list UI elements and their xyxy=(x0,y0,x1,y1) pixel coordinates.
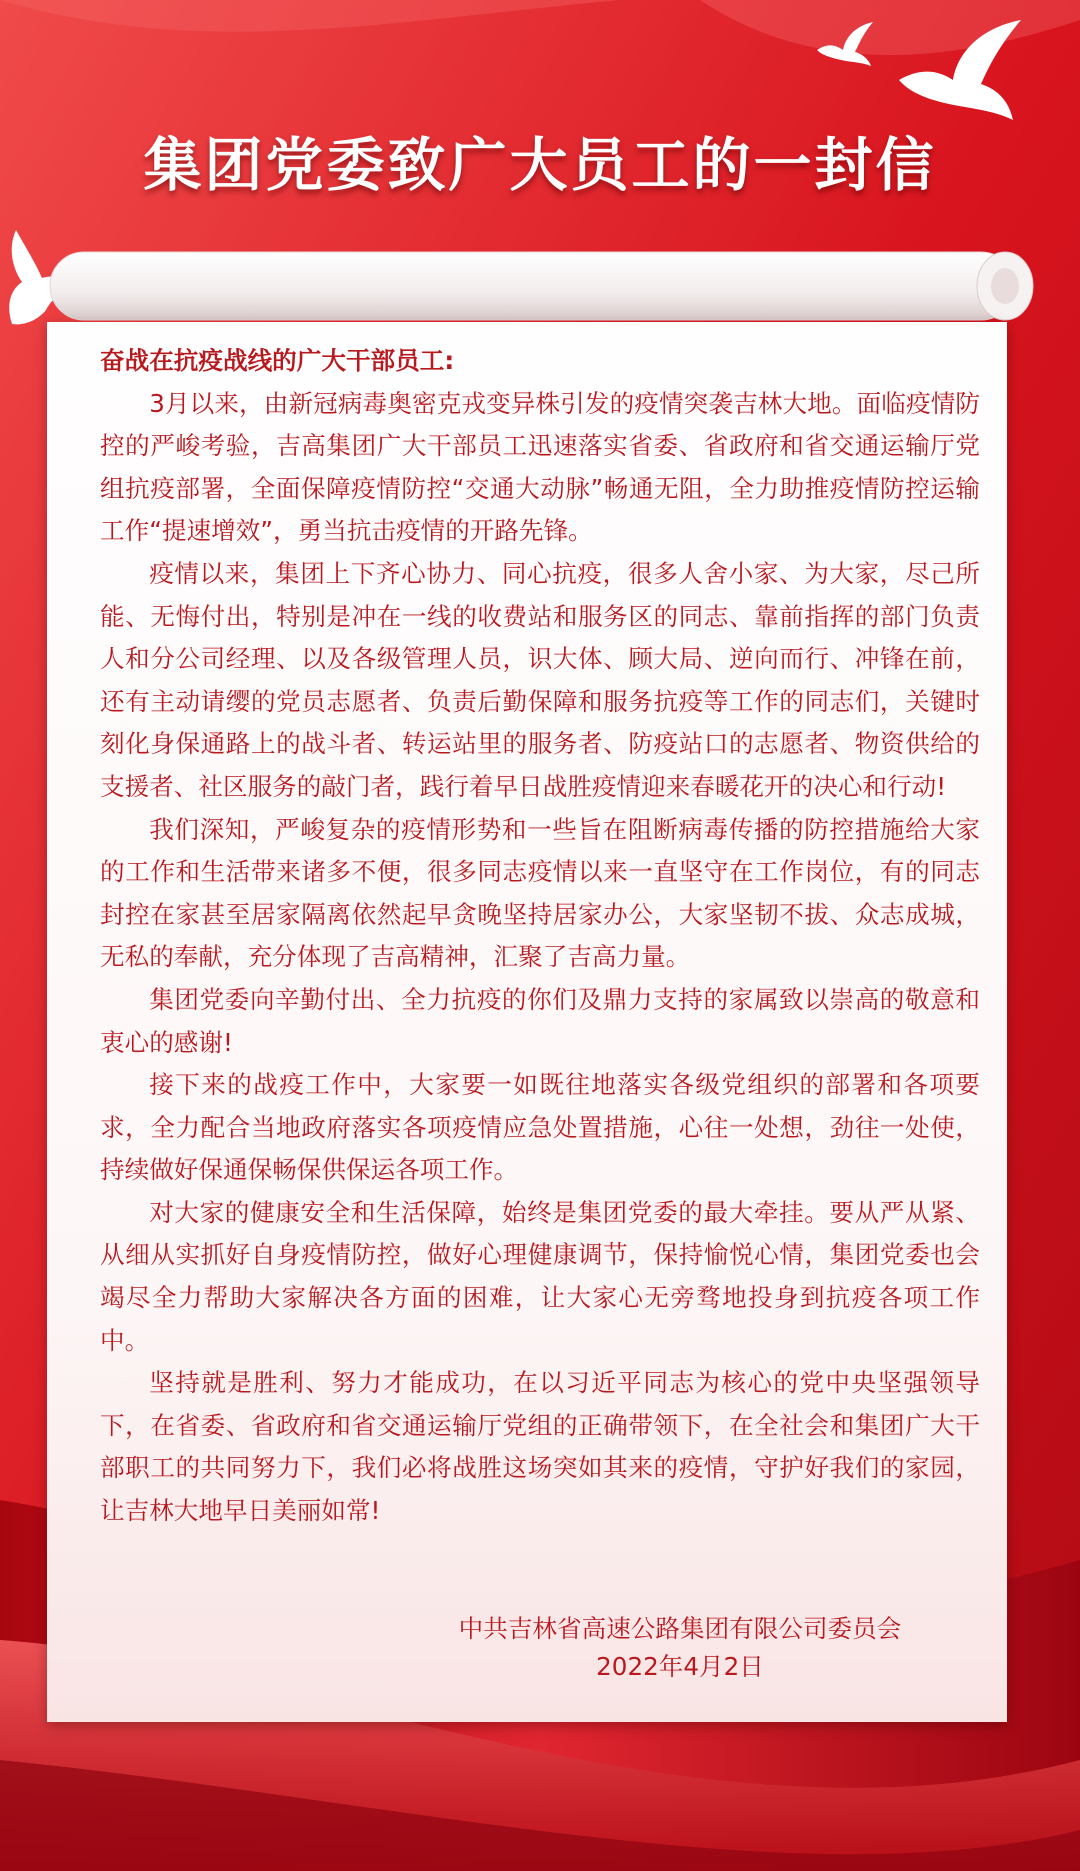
signature-date: 2022年4月2日 xyxy=(596,1652,764,1681)
letter-paragraph: 接下来的战疫工作中，大家要一如既往地落实各级党组织的部署和各项要求，全力配合当地政府落实各项疫情应急处置措施，心往一处想，劲往一处使，持续做好保通保畅保供保运各项工作。 xyxy=(100,1070,980,1185)
scroll-roll xyxy=(30,250,1035,328)
dove-icon xyxy=(815,20,877,70)
page-title: 集团党委致广大员工的一封信 xyxy=(143,131,937,199)
letter-paragraph: 集团党委向辛勤付出、全力抗疫的你们及鼎力支持的家属致以崇高的敬意和衷心的感谢! xyxy=(100,984,980,1057)
signature-organization: 中共吉林省高速公路集团有限公司委员会 xyxy=(458,1614,902,1643)
letter-paragraph: 坚持就是胜利、努力才能成功，在以习近平同志为核心的党中央坚强领导下，在省委、省政府和省交通运输厅党组的正确带领下，在全社会和集团广大干部职工的共同努力下，我们必将战胜这场突如其来的疫情，守护好我们的家园，让吉林大地早日美丽如常! xyxy=(100,1368,980,1526)
letter-paragraph: 疫情以来，集团上下齐心协力、同心抗疫，很多人舍小家、为大家，尽己所能、无悔付出，特别是冲在一线的收费站和服务区的同志、靠前指挥的部门负责人和分公司经理、以及各级管理人员，识大体、顾大局、逆向而行、冲锋在前，还有主动请缨的党员志愿者、负责后勤保障和服务抗疫等工作的同志们，关键时刻化身保通路上的战斗者、转运站里的服务者、防疫站口的志愿者、物资供给的支援者、社区服务的敲门者，践行着早日战胜疫情迎来春暖花开的决心和行动! xyxy=(100,558,980,801)
letter-paragraph: 3月以来，由新冠病毒奥密克戎变异株引发的疫情突袭吉林大地。面临疫情防控的严峻考验，吉高集团广大干部员工迅速落实省委、省政府和省交通运输厅党组抗疫部署，全面保障疫情防控“交通大动脉”畅通无阻，全力助推疫情防控运输工作“提速增效”，勇当抗击疫情的开路先锋。 xyxy=(100,388,980,546)
signature-block xyxy=(380,1610,980,1686)
letter-greeting: 奋战在抗疫战线的广大干部员工: xyxy=(100,346,455,375)
letter-paragraph: 对大家的健康安全和生活保障，始终是集团党委的最大牵挂。要从严从紧、从细从实抓好自身疫情防控，做好心理健康调节，保持愉悦心情，集团党委也会竭尽全力帮助大家解决各方面的困难，让大家心无旁骛地投身到抗疫各项工作中。 xyxy=(100,1197,980,1355)
letter-paragraph: 我们深知，严峻复杂的疫情形势和一些旨在阻断病毒传播的防控措施给大家的工作和生活带来诸多不便，很多同志疫情以来一直坚守在工作岗位，有的同志封控在家甚至居家隔离依然起早贪晚坚持居家办公，大家坚韧不拔、众志成城，无私的奉献，充分体现了吉高精神，汇聚了吉高力量。 xyxy=(100,814,980,972)
letter-body xyxy=(100,340,980,1533)
dove-icon xyxy=(895,18,1025,128)
